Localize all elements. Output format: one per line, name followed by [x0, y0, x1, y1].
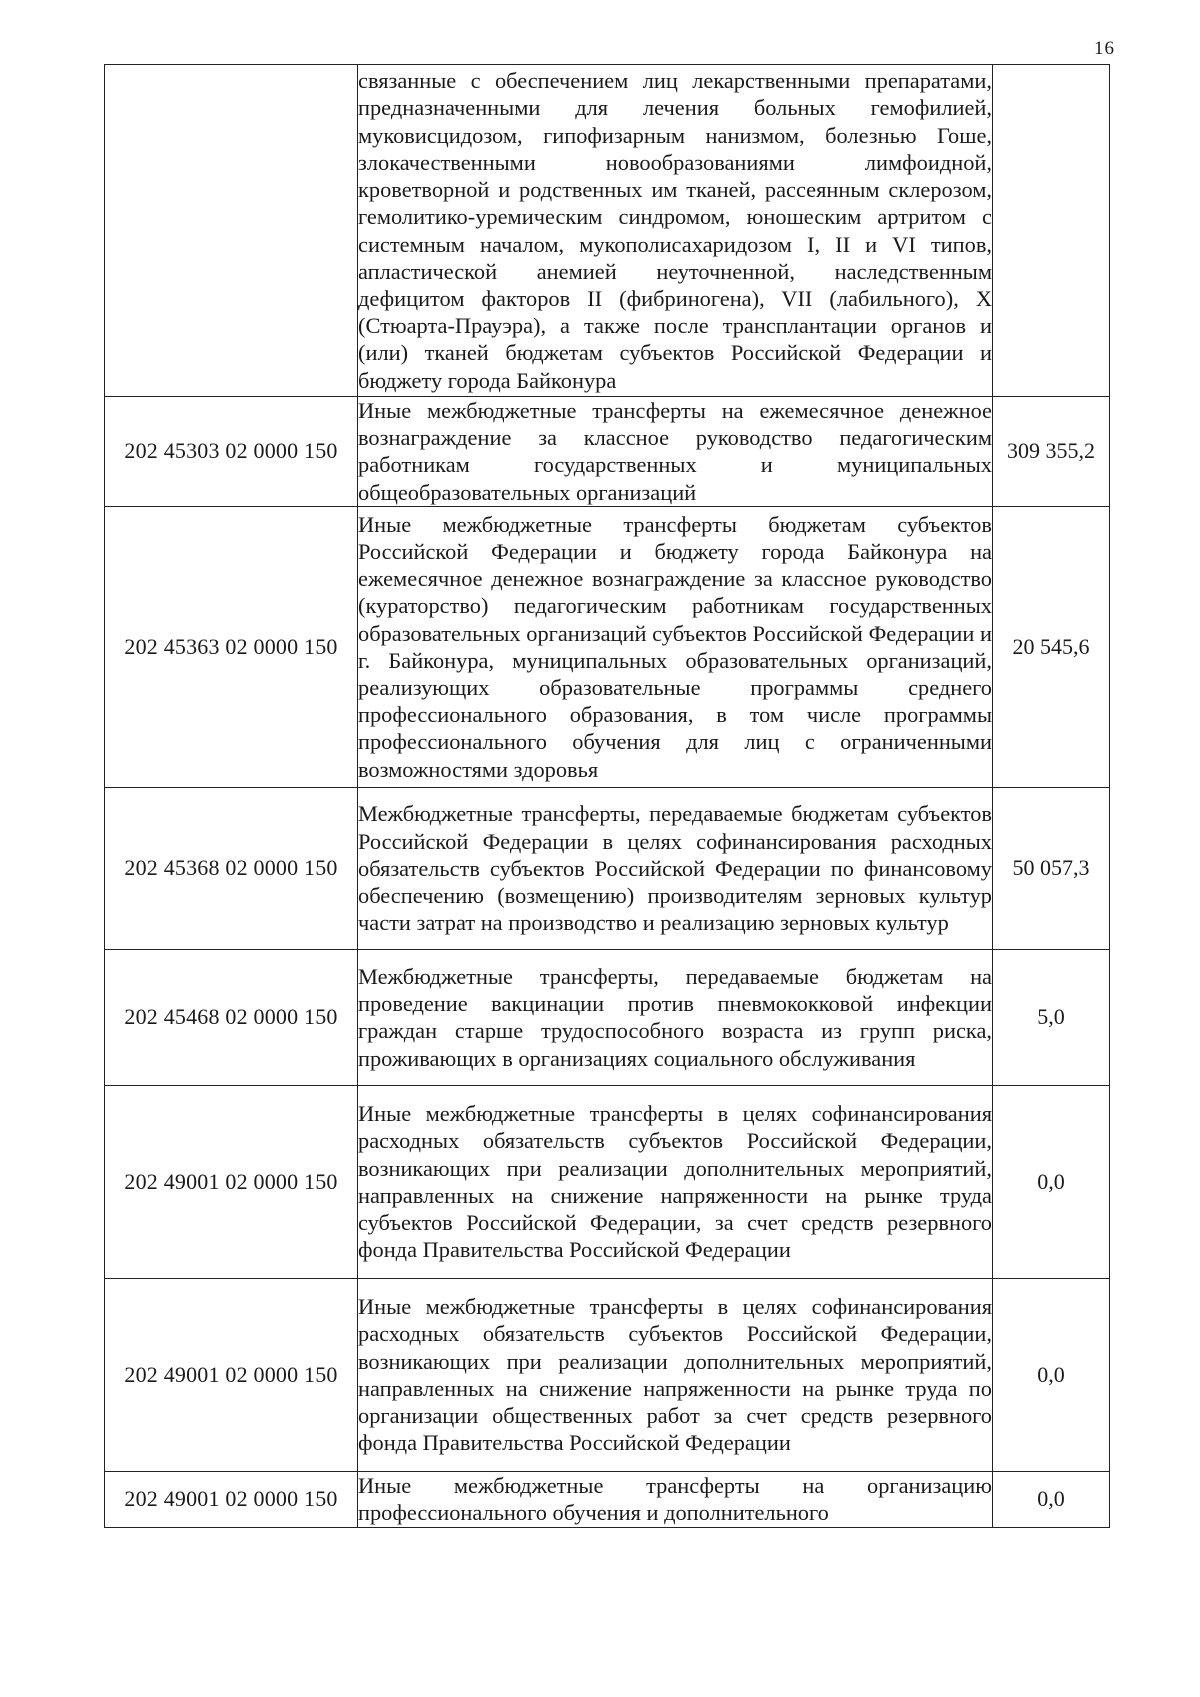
description-text: Иные межбюджетные трансферты в целях софинансирования расходных обязательств субъектов Российской Федерации, возникающих при реализации дополнительных мероприятий, направленных на снижение напряженности на рынке труда субъектов Российской Федерации, за счет средств резервного фонда Правительства Российской Федерации — [358, 1101, 992, 1263]
amount-cell: 0,0 — [993, 1471, 1110, 1527]
amount-cell: 5,0 — [993, 949, 1110, 1085]
description-cell — [358, 65, 993, 397]
description-cell — [358, 949, 993, 1085]
table-row — [105, 397, 1110, 507]
amount-cell — [993, 65, 1110, 397]
description-text: Иные межбюджетные трансферты на организацию профессионального обучения и дополнительного — [358, 1473, 992, 1526]
budget-code-cell: 202 49001 02 0000 150 — [105, 1085, 358, 1278]
budget-code-cell: 202 45303 02 0000 150 — [105, 397, 358, 507]
description-cell — [358, 1471, 993, 1527]
table-row — [105, 949, 1110, 1085]
budget-code-cell: 202 45468 02 0000 150 — [105, 949, 358, 1085]
page-number: 16 — [1094, 38, 1115, 59]
budget-table — [104, 64, 1110, 1528]
table-row — [105, 506, 1110, 787]
description-cell — [358, 506, 993, 787]
amount-cell: 20 545,6 — [993, 506, 1110, 787]
table-row — [105, 1085, 1110, 1278]
table-row — [105, 1471, 1110, 1527]
amount-cell: 309 355,2 — [993, 397, 1110, 507]
description-text: связанные с обеспечением лиц лекарственными препаратами, предназначенными для лечения больных гемофилией, муковисцидозом, гипофизарным нанизмом, болезнью Гоше, злокачественными новообразованиями лимфоидной, кроветворной и родственных им тканей, рассеянным склерозом, гемолитико-уремическим синдромом, юношеским артритом с системным началом, мукополисахаридозом I, II и VI типов, апластической анемией неуточненной, наследственным дефицитом факторов II (фибриногена), VII (лабильного), X (Стюарта-Прауэра), а также после трансплантации органов и (или) тканей бюджетам субъектов Российской Федерации и бюджету города Байконура — [358, 68, 992, 393]
description-cell — [358, 787, 993, 949]
table-row — [105, 787, 1110, 949]
description-cell — [358, 397, 993, 507]
description-cell — [358, 1085, 993, 1278]
budget-code-cell: 202 45368 02 0000 150 — [105, 787, 358, 949]
amount-cell: 0,0 — [993, 1085, 1110, 1278]
description-cell — [358, 1278, 993, 1471]
description-text: Иные межбюджетные трансферты на ежемесячное денежное вознаграждение за классное руководство педагогическим работникам государственных и муниципальных общеобразовательных организаций — [358, 398, 992, 505]
budget-code-cell — [105, 65, 358, 397]
table-row — [105, 1278, 1110, 1471]
description-text: Межбюджетные трансферты, передаваемые бюджетам субъектов Российской Федерации в целях софинансирования расходных обязательств субъектов Российской Федерации по финансовому обеспечению (возмещению) производителям зерновых культур части затрат на производство и реализацию зерновых культур — [358, 801, 992, 936]
description-text: Межбюджетные трансферты, передаваемые бюджетам на проведение вакцинации против пневмококковой инфекции граждан старше трудоспособного возраста из групп риска, проживающих в организациях социального обслуживания — [358, 963, 992, 1071]
budget-code-cell: 202 45363 02 0000 150 — [105, 506, 358, 787]
description-text: Иные межбюджетные трансферты бюджетам субъектов Российской Федерации и бюджету города Байконура на ежемесячное денежное вознаграждение за классное руководство (кураторство) педагогическим работникам государственных образовательных организаций субъектов Российской Федерации и г. Байконура, муниципальных образовательных организаций, реализующих образовательные программы среднего профессионального образования, в том числе программы профессионального обучения для лиц с ограниченными возможностями здоровья — [358, 511, 992, 782]
amount-cell: 0,0 — [993, 1278, 1110, 1471]
table-row — [105, 65, 1110, 397]
budget-code-cell: 202 49001 02 0000 150 — [105, 1278, 358, 1471]
amount-cell: 50 057,3 — [993, 787, 1110, 949]
description-text: Иные межбюджетные трансферты в целях софинансирования расходных обязательств субъектов Российской Федерации, возникающих при реализации дополнительных мероприятий, направленных на снижение напряженности на рынке труда по организации общественных работ за счет средств резервного фонда Правительства Российской Федерации — [358, 1294, 992, 1456]
budget-code-cell: 202 49001 02 0000 150 — [105, 1471, 358, 1527]
